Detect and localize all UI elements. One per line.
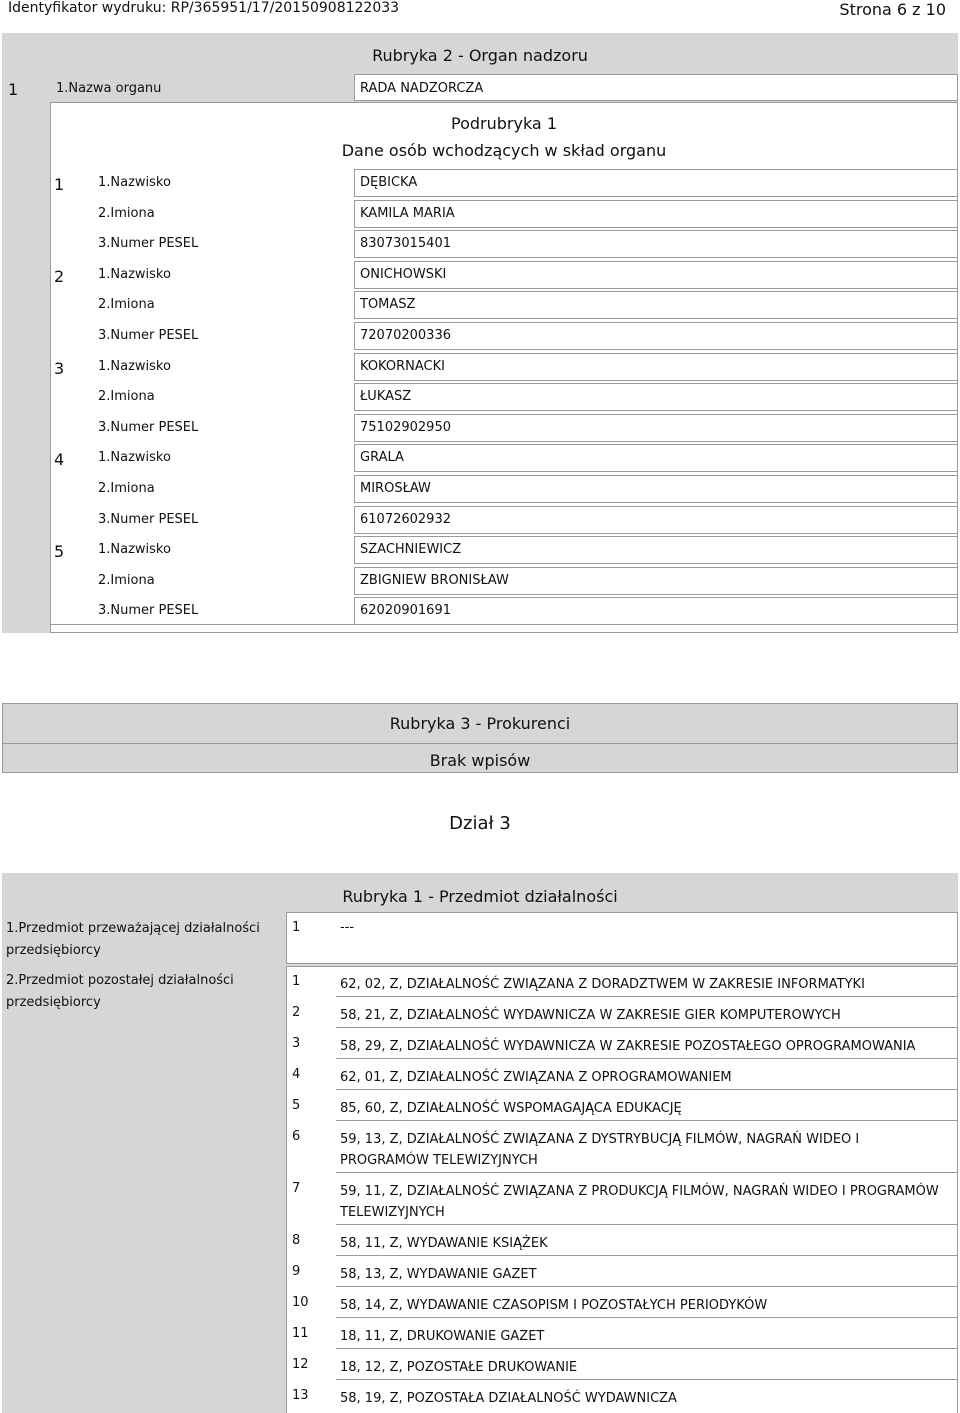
activity-number: 8 (292, 1233, 301, 1248)
person-pesel-label: 3.Numer PESEL (98, 328, 199, 343)
activity-divider (336, 1255, 958, 1256)
activity-text: 59, 13, Z, DZIAŁALNOŚĆ ZWIĄZANA Z DYSTRYBUCJĄ FILMÓW, NAGRAŃ WIDEO I PROGRAMÓW TELEWIZYJNYCH (340, 1132, 860, 1168)
activity-number: 11 (292, 1326, 309, 1341)
person-number: 2 (54, 266, 65, 286)
activity-divider (336, 1286, 958, 1287)
person-nazwisko-value-box (354, 169, 958, 197)
person-imiona-value-box (354, 383, 958, 411)
activity-number: 10 (292, 1295, 309, 1310)
person-imiona-value-box (354, 291, 958, 319)
person-nazwisko-label: 1.Nazwisko (98, 358, 171, 374)
activity-text: 58, 21, Z, DZIAŁALNOŚĆ WYDAWNICZA W ZAKRESIE GIER KOMPUTEROWYCH (340, 1008, 841, 1023)
person-nazwisko-label: 1.Nazwisko (98, 175, 171, 190)
podrubryka-title: Podrubryka 1 (451, 114, 557, 133)
activity-divider (336, 996, 958, 997)
podrubryka-subtitle: Dane osób wchodzących w skład organu (341, 141, 667, 160)
activity-text: 18, 11, Z, DRUKOWANIE GAZET (340, 1329, 545, 1344)
activity-text: 58, 19, Z, POZOSTAŁA DZIAŁALNOŚĆ WYDAWNICZA (340, 1391, 677, 1406)
person-number: 4 (54, 450, 65, 470)
rubryka3-title: Rubryka 3 - Prokurenci (389, 714, 571, 733)
person-pesel-value: 62020901691 (360, 603, 451, 619)
person-pesel-label: 3.Numer PESEL (98, 236, 199, 252)
person-number: 3 (54, 358, 65, 378)
przewazajacy-box (286, 912, 958, 964)
person-imiona-label: 2.Imiona (98, 481, 155, 496)
person-pesel-value: 75102902950 (360, 419, 451, 435)
person-imiona-label: 2.Imiona (98, 297, 155, 313)
rubryka3-divider (2, 743, 958, 744)
person-imiona-value: MIROSŁAW (360, 481, 431, 496)
page-number: Strona 6 z 10 (839, 0, 946, 19)
person-pesel-label: 3.Numer PESEL (98, 419, 199, 435)
activity-number: 3 (292, 1036, 301, 1051)
person-imiona-value: ZBIGNIEW BRONISŁAW (360, 572, 509, 588)
activity-text: 58, 29, Z, DZIAŁALNOŚĆ WYDAWNICZA W ZAKRESIE POZOSTAŁEGO OPROGRAMOWANIA (340, 1039, 916, 1054)
activity-number: 6 (292, 1129, 301, 1144)
activity-text: 62, 02, Z, DZIAŁALNOŚĆ ZWIĄZANA Z DORADZTWEM W ZAKRESIE INFORMATYKI (340, 977, 865, 992)
person-imiona-value: ŁUKASZ (360, 389, 412, 405)
przewazajacy-no: 1 (292, 920, 301, 935)
person-pesel-value: 72070200336 (360, 328, 451, 343)
organ-name-label: 1.Nazwa organu (56, 81, 162, 96)
activity-number: 4 (292, 1067, 301, 1082)
person-nazwisko-label: 1.Nazwisko (98, 266, 171, 282)
person-imiona-value-box (354, 475, 958, 503)
activity-text: 18, 12, Z, POZOSTAŁE DRUKOWANIE (340, 1360, 578, 1375)
activity-divider (336, 1089, 958, 1090)
activity-number: 2 (292, 1005, 301, 1020)
activity-divider (336, 1348, 958, 1349)
person-imiona-value: KAMILA MARIA (360, 205, 455, 221)
person-nazwisko-value: ONICHOWSKI (360, 266, 447, 282)
persons-bottom-bar (50, 624, 958, 633)
person-imiona-label: 2.Imiona (98, 389, 155, 405)
activity-text: 59, 11, Z, DZIAŁALNOŚĆ ZWIĄZANA Z PRODUKCJĄ FILMÓW, NAGRAŃ WIDEO I PROGRAMÓW TELEWIZYJNYCH (340, 1184, 939, 1220)
activity-divider (336, 1172, 958, 1173)
organ-index: 1 (8, 80, 19, 99)
person-pesel-value: 61072602932 (360, 511, 451, 527)
person-nazwisko-value: KOKORNACKI (360, 358, 445, 374)
activity-number: 13 (292, 1388, 309, 1403)
person-number: 1 (54, 175, 65, 194)
activity-number: 1 (292, 974, 301, 989)
activity-divider (336, 1224, 958, 1225)
activity-divider (336, 1120, 958, 1121)
person-nazwisko-value-box (354, 444, 958, 472)
activity-text: 85, 60, Z, DZIAŁALNOŚĆ WSPOMAGAJĄCA EDUKACJĘ (340, 1101, 682, 1116)
person-imiona-label: 2.Imiona (98, 572, 155, 588)
rubryka3-note: Brak wpisów (429, 751, 531, 770)
activity-text: 58, 11, Z, WYDAWANIE KSIĄŻEK (340, 1236, 548, 1251)
person-pesel-label: 3.Numer PESEL (98, 511, 199, 527)
activity-divider (336, 1027, 958, 1028)
person-nazwisko-value: GRALA (360, 450, 404, 466)
person-pesel-label: 3.Numer PESEL (98, 603, 199, 619)
activity-text: 62, 01, Z, DZIAŁALNOŚĆ ZWIĄZANA Z OPROGRAMOWANIEM (340, 1070, 732, 1085)
person-pesel-value: 83073015401 (360, 236, 451, 252)
person-nazwisko-label: 1.Nazwisko (98, 450, 171, 466)
person-number: 5 (54, 542, 65, 562)
pozostaly-label: 2.Przedmiot pozostałej działalności przedsiębiorcy (6, 973, 234, 1010)
dzial3-title: Dział 3 (449, 813, 511, 834)
activity-divider (336, 1058, 958, 1059)
activity-number: 9 (292, 1264, 301, 1279)
przewazajacy-text: --- (340, 920, 355, 935)
person-nazwisko-label: 1.Nazwisko (98, 542, 171, 558)
activity-number: 12 (292, 1357, 309, 1372)
activity-number: 5 (292, 1098, 301, 1113)
person-imiona-label: 2.Imiona (98, 205, 155, 221)
przewazajacy-label: 1.Przedmiot przeważającej działalności przedsiębiorcy (6, 921, 260, 958)
activity-text: 58, 14, Z, WYDAWANIE CZASOPISM I POZOSTAŁYCH PERIODYKÓW (340, 1298, 768, 1313)
rubryka2-title: Rubryka 2 - Organ nadzoru (372, 46, 588, 65)
activity-text: 58, 13, Z, WYDAWANIE GAZET (340, 1267, 537, 1282)
person-imiona-value: TOMASZ (360, 297, 416, 313)
print-identifier: Identyfikator wydruku: RP/365951/17/20150908122033 (8, 0, 400, 16)
organ-name-value: RADA NADZORCZA (360, 81, 484, 96)
activity-number: 7 (292, 1181, 301, 1196)
activity-divider (336, 1379, 958, 1380)
person-nazwisko-value: DĘBICKA (360, 175, 418, 190)
activity-divider (336, 1317, 958, 1318)
rubryka1-title: Rubryka 1 - Przedmiot działalności (342, 887, 618, 906)
person-nazwisko-value: SZACHNIEWICZ (360, 542, 462, 558)
